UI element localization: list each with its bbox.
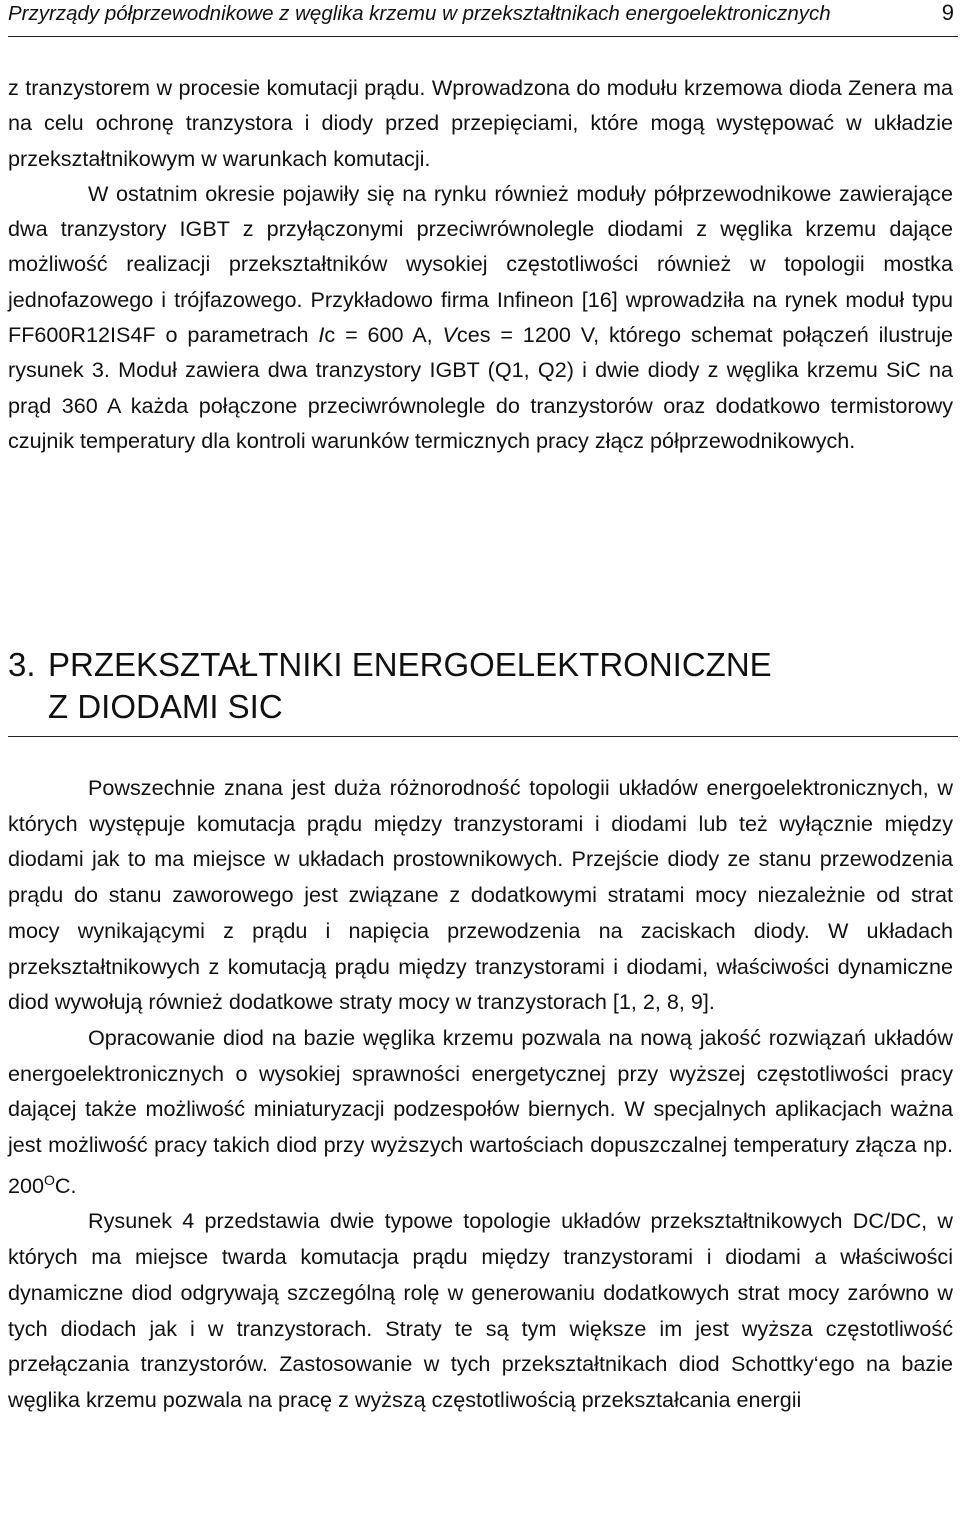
intro-text bbox=[8, 70, 953, 458]
intro-paragraph-2-part-c: = 1200 V, którego schemat połączeń ilustruje rysunek 3. Moduł zawiera dwa tranzystory IGBT (Q1, Q2) i dwie diody z węglika krzemu SiC na prąd 360 A każda połączone przeciwrównolegle do tranzystorów oraz dodatkowo termistorowy czujnik temperatury dla kontroli warunków termicznych pracy złącz półprzewodnikowych. bbox=[8, 322, 954, 453]
section-number: 3. bbox=[8, 646, 36, 683]
intro-paragraph-2-part-b: = 600 A, bbox=[335, 322, 443, 348]
running-header-title: Przyrządy półprzewodnikowe z węglika krzemu w przekształtnikach energoelektronicznych bbox=[8, 2, 831, 25]
section-paragraph-2 bbox=[8, 1020, 953, 1204]
section-title-line-2: Z DIODAMI SIC bbox=[48, 688, 283, 725]
intro-paragraph-1: z tranzystorem w procesie komutacji prądu. Wprowadzona do modułu krzemowa dioda Zenera ma na celu ochronę tranzystora i diody przed przepięciami, które mogą występować w układzie przekształtnikowym w warunkach komutacji. bbox=[8, 75, 953, 171]
section-divider bbox=[8, 736, 958, 737]
ic-symbol: I bbox=[318, 322, 325, 348]
vces-subscript: ces bbox=[456, 322, 491, 348]
page-number: 9 bbox=[941, 0, 954, 25]
running-header bbox=[8, 0, 958, 37]
section-paragraph-3: Rysunek 4 przedstawia dwie typowe topologie układów przekształtnikowych DC/DC, w których ma miejsce twarda komutacja prądu między tranzystorami i diodami a właściwości dynamiczne diod odgrywają szczególną rolę w generowaniu dodatkowych strat mocy zarówno w tych diodach jak i w tranzystorach. Straty te są tym większe im jest wyższa częstotliwość przełączania tranzystorów. Zastosowanie w tych przekształtnikach diod Schottky‘ego na bazie węglika krzemu pozwala na pracę z wyższą częstotliwością przekształcania energii bbox=[8, 1208, 953, 1412]
section-title-line-1: PRZEKSZTAŁTNIKI ENERGOELEKTRONICZNE bbox=[48, 646, 772, 683]
vces-symbol: V bbox=[442, 322, 457, 348]
intro-paragraph-2 bbox=[8, 176, 953, 458]
section-paragraph-2-part-a: Opracowanie diod na bazie węglika krzemu pozwala na nową jakość rozwiązań układów energoelektronicznych o wysokiej sprawności energetycznej przy wyższej częstotliwości pracy dającej także możliwość miniaturyzacji podzespołów biernych. W specjalnych aplikacjach ważna jest możliwość pracy takich diod przy wyższych wartościach dopuszczalnej temperatury złącza np. 200 bbox=[8, 1024, 953, 1198]
section-paragraph-2-part-b: C. bbox=[54, 1172, 77, 1198]
section-heading bbox=[8, 644, 958, 728]
section-paragraph-1: Powszechnie znana jest duża różnorodność topologii układów energoelektronicznych, w których występuje komutacja prądu między tranzystorami i diodami lub też wyłącznie między diodami jak to ma miejsce w układach prostownikowych. Przejście diody ze stanu przewodzenia prądu do stanu zaworowego jest związane z dodatkowymi stratami mocy niezależnie od strat mocy wynikającymi z prądu i napięcia przewodzenia na zaciskach diody. W układach przekształtnikowych z komutacją prądu między tranzystorami i diodami, właściwości dynamiczne diod wywołują również dodatkowe straty mocy w tranzystorach [1, 2, 8, 9]. bbox=[8, 775, 953, 1015]
section-text bbox=[8, 770, 953, 1418]
ic-subscript: c bbox=[324, 322, 336, 348]
degree-symbol: O bbox=[44, 1171, 55, 1188]
intro-paragraph-2-part-a: W ostatnim okresie pojawiły się na rynku również moduły półprzewodnikowe zawierające dwa tranzystory IGBT z przyłączonymi przeciwrównolegle diodami z węglika krzemu dające możliwość realizacji przekształtników wysokiej częstotliwości również w topologii mostka jednofazowego i trójfazowego. Przykładowo firma Infineon [16] wprowadziła na rynek moduł typu FF600R12IS4F o parametrach bbox=[8, 180, 953, 348]
